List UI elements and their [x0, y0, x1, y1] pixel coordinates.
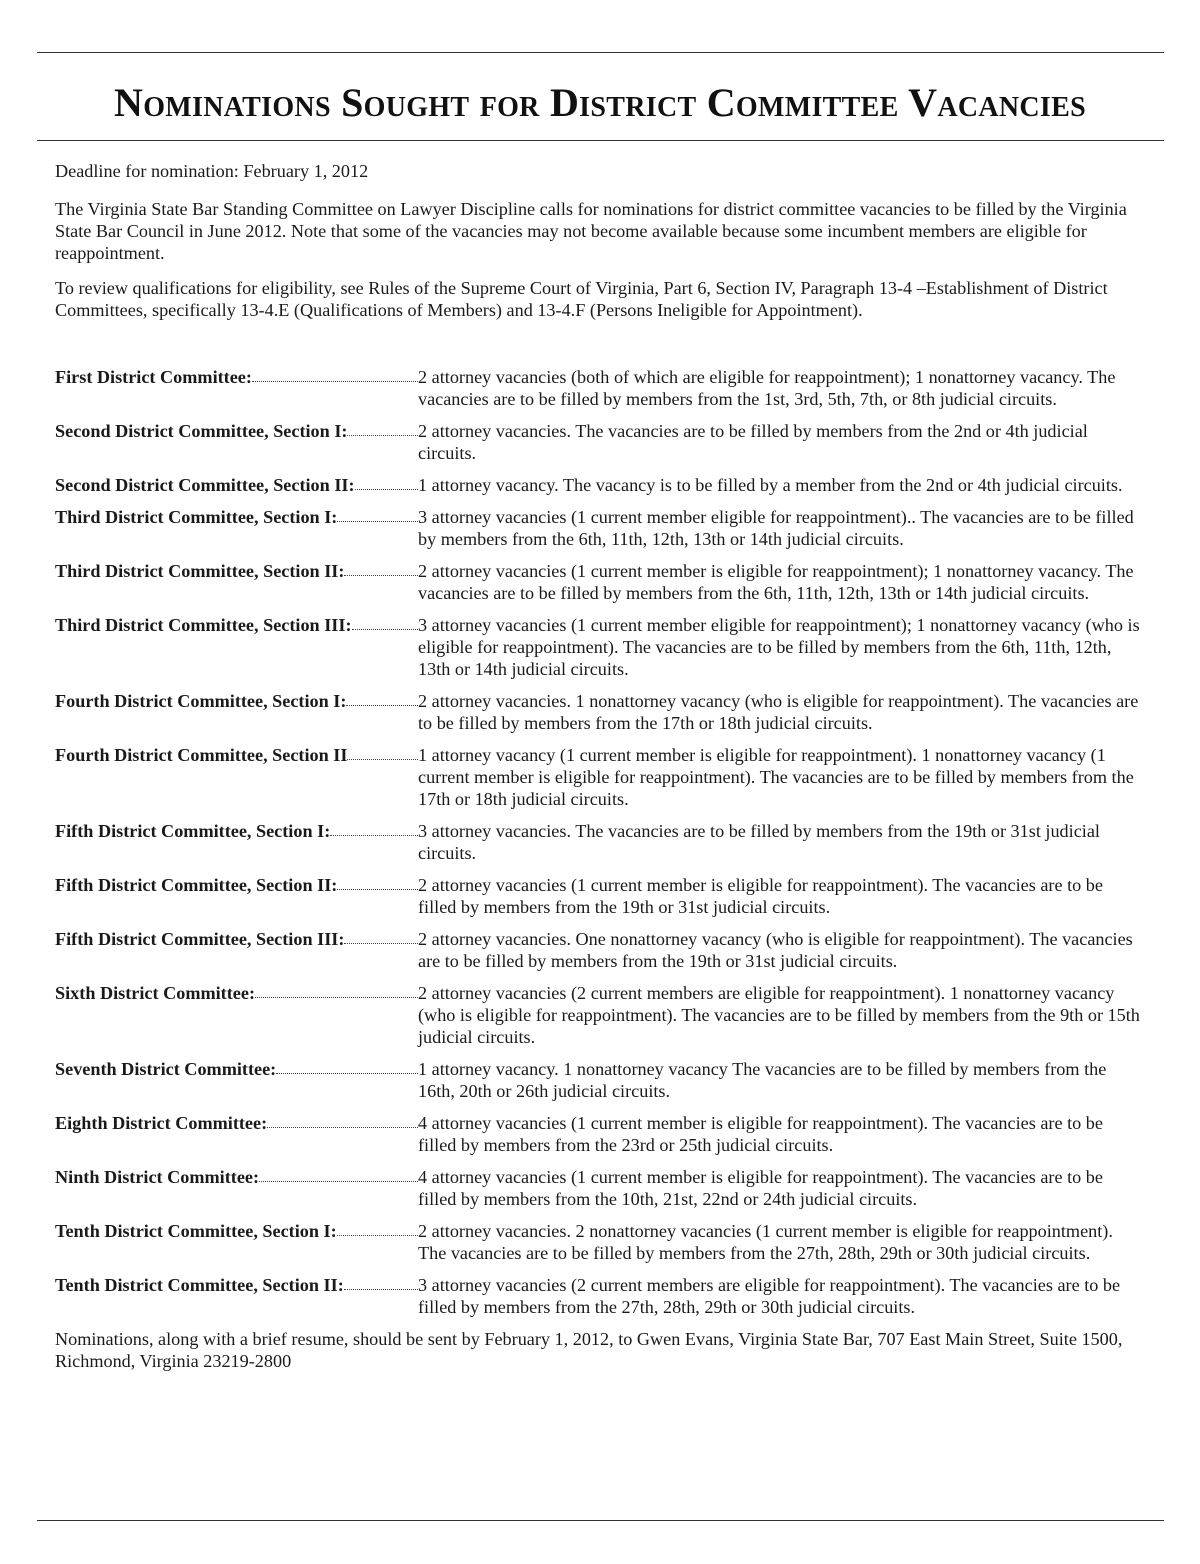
dotted-leader [330, 820, 418, 836]
committee-entry [55, 690, 1145, 734]
dotted-leader [347, 744, 418, 760]
committee-entry [55, 506, 1145, 550]
committee-vacancy-text: 3 attorney vacancies. The vacancies are to be filled by members from the 19th or 31st judicial circuits. [418, 821, 1100, 863]
committee-label: Ninth District Committee: [55, 1167, 260, 1187]
committee-vacancy-text: 3 attorney vacancies (1 current member eligible for reappointment); 1 nonattorney vacancy (who is eligible for reappointment). The vacancies are to be filled by members from the 6th, 11th, 12th, 13th or 14th judicial circuits. [418, 615, 1140, 679]
dotted-leader [337, 506, 418, 522]
committee-entry [55, 744, 1145, 810]
committee-entry [55, 560, 1145, 604]
committee-label: Tenth District Committee, Section II: [55, 1275, 344, 1295]
committee-label: Third District Committee, Section I: [55, 507, 338, 527]
committee-entry [55, 474, 1145, 496]
qualifications-paragraph: To review qualifications for eligibility, see Rules of the Supreme Court of Virginia, Part 6, Section IV, Paragraph 13-4 –Establishment of District Committees, specifically 13-4.E (Qualifications of Members) and 13-4.F (Persons Ineligible for Appointment). [55, 278, 1108, 320]
top-rule [37, 52, 1164, 53]
committee-entry [55, 928, 1145, 972]
dotted-leader [352, 614, 418, 630]
committee-vacancy-text: 4 attorney vacancies (1 current member is eligible for reappointment). The vacancies are to be filled by members from the 10th, 21st, 22nd or 24th judicial circuits. [418, 1167, 1103, 1209]
committee-vacancy-text: 2 attorney vacancies. One nonattorney vacancy (who is eligible for reappointment). The vacancies are to be filled by members from the 19th or 31st judicial circuits. [418, 929, 1133, 971]
committee-label: Second District Committee, Section I: [55, 421, 348, 441]
dotted-leader [337, 1220, 418, 1236]
committee-vacancy-text: 4 attorney vacancies (1 current member is eligible for reappointment). The vacancies are to be filled by members from the 23rd or 25th judicial circuits. [418, 1113, 1103, 1155]
committee-vacancy-text: 3 attorney vacancies (2 current members are eligible for reappointment). The vacancies are to be filled by members from the 27th, 28th, 29th or 30th judicial circuits. [418, 1275, 1121, 1317]
committee-vacancy-text: 2 attorney vacancies (2 current members are eligible for reappointment). 1 nonattorney vacancy (who is eligible for reappointment). The vacancies are to be filled by members from the 9th or 15th judicial circuits. [418, 983, 1140, 1047]
committee-label: Fifth District Committee, Section II: [55, 875, 338, 895]
committee-entry [55, 982, 1145, 1048]
dotted-leader [276, 1058, 418, 1074]
committee-label: Fourth District Committee, Section II [55, 745, 348, 765]
committee-vacancy-text: 2 attorney vacancies (1 current member is eligible for reappointment); 1 nonattorney vacancy. The vacancies are to be filled by members from the 6th, 11th, 12th, 13th or 14th judicial circuits. [418, 561, 1134, 603]
dotted-leader [337, 874, 418, 890]
committee-label: Tenth District Committee, Section I: [55, 1221, 337, 1241]
committee-entry [55, 1166, 1145, 1210]
dotted-leader [255, 982, 418, 998]
committee-label: Eighth District Committee: [55, 1113, 268, 1133]
committee-label: Fourth District Committee, Section I: [55, 691, 347, 711]
committee-label: First District Committee: [55, 367, 252, 387]
committee-vacancy-text: 1 attorney vacancy. 1 nonattorney vacancy The vacancies are to be filled by members from the 16th, 20th or 26th judicial circuits. [418, 1059, 1107, 1101]
committee-vacancy-text: 3 attorney vacancies (1 current member eligible for reappointment).. The vacancies are to be filled by members from the 6th, 11th, 12th, 13th or 14th judicial circuits. [418, 507, 1134, 549]
title-underline-rule [37, 140, 1164, 141]
committee-entry [55, 1220, 1145, 1264]
committee-vacancy-text: 2 attorney vacancies. 1 nonattorney vacancy (who is eligible for reappointment). The vacancies are to be filled by members from the 17th or 18th judicial circuits. [418, 691, 1139, 733]
committee-label: Fifth District Committee, Section III: [55, 929, 345, 949]
committee-entry [55, 820, 1145, 864]
committee-label: Third District Committee, Section II: [55, 561, 345, 581]
bottom-rule [37, 1520, 1164, 1521]
committee-entry [55, 614, 1145, 680]
committee-vacancy-text: 2 attorney vacancies. The vacancies are to be filled by members from the 2nd or 4th judicial circuits. [418, 421, 1088, 463]
committee-entry [55, 1058, 1145, 1102]
dotted-leader [344, 1274, 418, 1290]
committee-entry [55, 1274, 1145, 1318]
dotted-leader [344, 928, 418, 944]
committee-list [55, 366, 1145, 1318]
committee-label: Second District Committee, Section II: [55, 475, 355, 495]
dotted-leader [346, 690, 418, 706]
committee-entry [55, 366, 1145, 410]
committee-entry [55, 874, 1145, 918]
committee-vacancy-text: 1 attorney vacancy. The vacancy is to be filled by a member from the 2nd or 4th judicial circuits. [418, 475, 1123, 495]
document-body [55, 160, 1145, 1385]
dotted-leader [344, 560, 418, 576]
committee-vacancy-text: 1 attorney vacancy (1 current member is eligible for reappointment). 1 nonattorney vacancy (1 current member is eligible for reappointment). The vacancies are to be filled by members from the 17th or 18th judicial circuits. [418, 745, 1134, 809]
committee-vacancy-text: 2 attorney vacancies (both of which are eligible for reappointment); 1 nonattorney vacancy. The vacancies are to be filled by members from the 1st, 3rd, 5th, 7th, or 8th judicial circuits. [418, 367, 1116, 409]
closing-paragraph: Nominations, along with a brief resume, should be sent by February 1, 2012, to Gwen Evans, Virginia State Bar, 707 East Main Street, Suite 1500, Richmond, Virginia 23219-2800 [55, 1329, 1123, 1371]
page-title: Nominations Sought for District Committee Vacancies [114, 80, 1086, 125]
committee-label: Seventh District Committee: [55, 1059, 277, 1079]
committee-label: Fifth District Committee, Section I: [55, 821, 331, 841]
committee-label: Third District Committee, Section III: [55, 615, 352, 635]
intro-paragraph: The Virginia State Bar Standing Committee on Lawyer Discipline calls for nominations for district committee vacancies to be filled by the Virginia State Bar Council in June 2012. Note that some of the vacancies may not become available because some incumbent members are eligible for reappointment. [55, 199, 1127, 263]
committee-vacancy-text: 2 attorney vacancies. 2 nonattorney vacancies (1 current member is eligible for reappointment). The vacancies are to be filled by members from the 27th, 28th, 29th or 30th judicial circuits. [418, 1221, 1113, 1263]
deadline-text: Deadline for nomination: February 1, 2012 [55, 161, 369, 181]
dotted-leader [355, 474, 418, 490]
committee-vacancy-text: 2 attorney vacancies (1 current member is eligible for reappointment). The vacancies are to be filled by members from the 19th or 31st judicial circuits. [418, 875, 1103, 917]
committee-entry [55, 420, 1145, 464]
committee-label: Sixth District Committee: [55, 983, 256, 1003]
dotted-leader [252, 366, 418, 382]
dotted-leader [347, 420, 418, 436]
dotted-leader [267, 1112, 418, 1128]
committee-entry [55, 1112, 1145, 1156]
dotted-leader [259, 1166, 418, 1182]
